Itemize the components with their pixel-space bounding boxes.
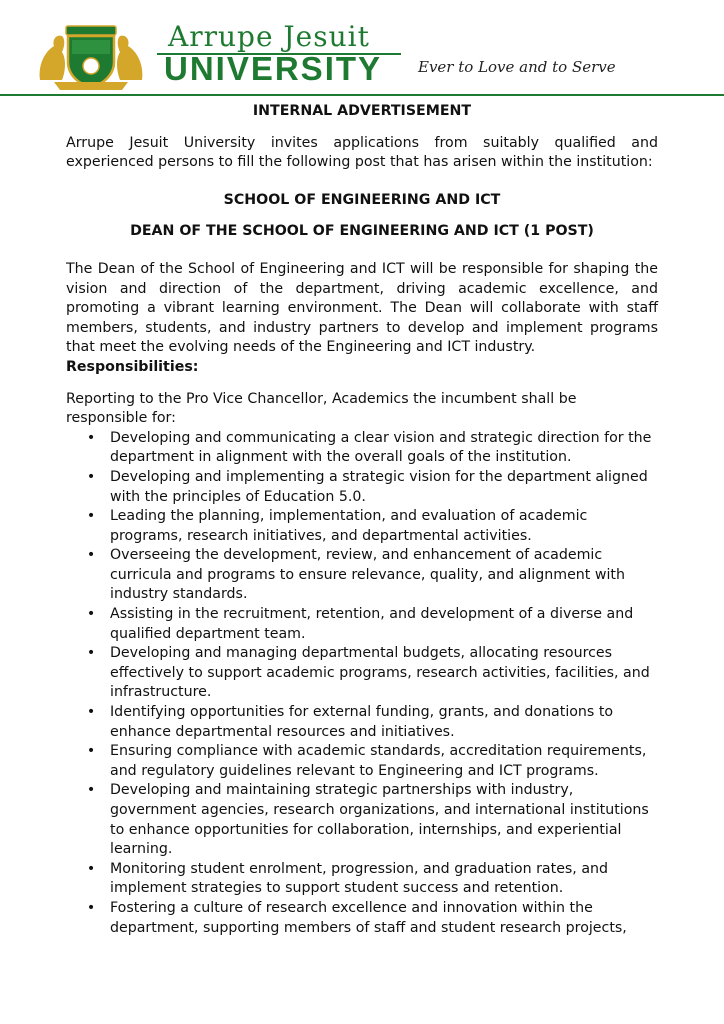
bullet-icon: • <box>86 704 96 721</box>
bullet-icon: • <box>86 429 96 446</box>
list-item: • Monitoring student enrolment, progression, and graduation rates, and implement strategies to support student success and retention. <box>86 860 609 897</box>
responsibilities-heading: Responsibilities: <box>66 358 199 375</box>
bullet-icon: • <box>86 645 96 662</box>
responsibilities-list <box>66 429 658 938</box>
list-item: • Leading the planning, implementation, and evaluation of academic programs, research initiatives, and departmental activities. <box>86 508 588 544</box>
university-name-line2: UNIVERSITY <box>164 50 383 87</box>
post-heading: DEAN OF THE SCHOOL OF ENGINEERING AND ICT (1 POST) <box>130 223 594 240</box>
list-item: • Identifying opportunities for external funding, grants, and donations to enhance departmental resources and initiatives. <box>86 704 614 740</box>
bullet-icon: • <box>86 468 96 485</box>
reporting-line: Reporting to the Pro Vice Chancellor, Academics the incumbent shall be responsible for: <box>66 390 577 427</box>
advert-title: INTERNAL ADVERTISEMENT <box>252 103 472 119</box>
bullet-icon: • <box>86 547 96 564</box>
letterhead <box>0 0 724 96</box>
bullet-icon: • <box>86 782 96 799</box>
list-item: • Developing and maintaining strategic partnerships with industry, government agencies, research organizations, and international institutions to enhance opportunities for collaboration, internships, and experiential learning. <box>86 782 649 858</box>
role-description: The Dean of the School of Engineering and ICT will be responsible for shaping the vision and direction of the department, driving academic excellence, and promoting a vibrant learning environment. The Dean will collaborate with staff members, students, and industry partners to develop and implement programs that meet the evolving needs of the Engineering and ICT industry. <box>66 260 658 356</box>
list-item: • Developing and managing departmental budgets, allocating resources effectively to support academic programs, research activities, facilities, and infrastructure. <box>86 645 650 701</box>
university-motto: Ever to Love and to Serve <box>418 58 616 76</box>
list-item: • Developing and implementing a strategic vision for the department aligned with the principles of Education 5.0. <box>86 468 648 505</box>
university-name-line1: Arrupe Jesuit <box>168 20 370 53</box>
advert-body <box>66 102 658 938</box>
bullet-icon: • <box>86 606 96 623</box>
header-rule <box>0 94 724 96</box>
school-heading: SCHOOL OF ENGINEERING AND ICT <box>223 191 501 208</box>
intro-paragraph: Arrupe Jesuit University invites applications from suitably qualified and experienced persons to fill the following post that has arisen within the institution: <box>66 134 658 171</box>
bullet-icon: • <box>86 743 96 760</box>
list-item: • Fostering a culture of research excellence and innovation within the department, supporting members of staff and student research projects, <box>86 899 627 936</box>
bullet-icon: • <box>86 899 96 916</box>
university-crest-logo <box>36 22 146 92</box>
list-item: • Assisting in the recruitment, retention, and development of a diverse and qualified department team. <box>86 606 634 642</box>
bullet-icon: • <box>86 860 96 877</box>
list-item: • Ensuring compliance with academic standards, accreditation requirements, and regulatory guidelines relevant to Engineering and ICT programs. <box>86 743 647 779</box>
list-item: • Overseeing the development, review, and enhancement of academic curricula and programs to ensure relevance, quality, and alignment with industry standards. <box>86 547 625 603</box>
bullet-icon: • <box>86 508 96 525</box>
list-item: • Developing and communicating a clear vision and strategic direction for the department in alignment with the overall goals of the institution. <box>86 429 652 466</box>
